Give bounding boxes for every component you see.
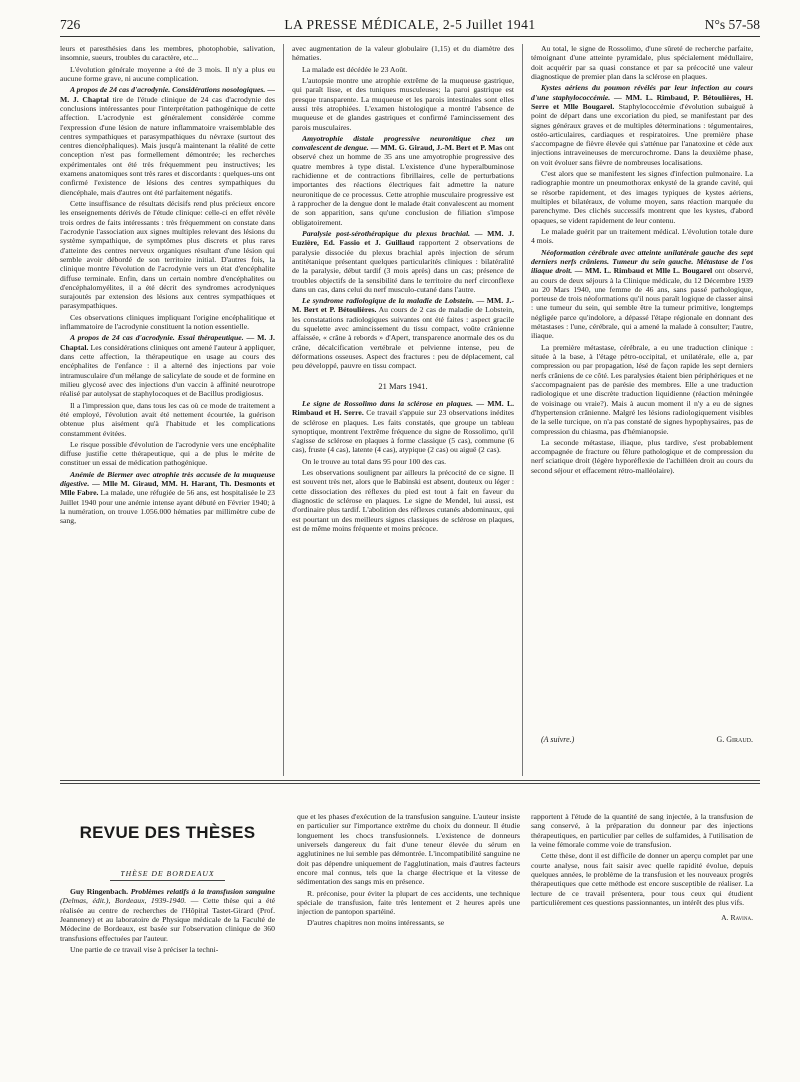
article-title: Le syndrome radiologique de la maladie de Lobstein. [302,296,474,306]
review-entry [60,887,275,943]
article-text: ont observé, au cours de deux séjours à la Clinique médicale, du 12 Décembre 1939 au 20 Mars 1940, une femme de 46 ans, sans passé pathologique, porteuse de trois néoformations qu'il nous paraît logique de classer ainsi : une tumeur du sein, qui semble être la tumeur primitive, longtemps négligée parce qu'indolore, a dépassé l'étape régionale en donnant des métastases : l'une, cérébrale, qui a amené la malade à consulter; l'autre, iliaque. [531,266,753,341]
journal-title: LA PRESSE MÉDICALE, 2-5 Juillet 1941 [284,17,536,32]
article-text: Les considérations cliniques ont amené l'auteur à appliquer, dans cette affection, la thérapeutique en usage au cours des encéphalites de l'enfance : il a alterné des injections par voie intramusculaire d'un mélange de salicylate de soude et de formine en milieu glycosé avec des injections d'un vaccin à affinité neurotrope réalisé par autolysat de staphylocoques et de Bacillus prodigiosus. [60,342,275,399]
column-divider [283,44,284,776]
article-authors: — MM. J. Euzière, Ed. Fassio et J. Guillaud [292,228,514,248]
article-title: Néoformation cérébrale avec atteinte unilatérale gauche des sept derniers nerfs crâniens. Tumeur du sein gauche. Métastase de l'os iliaque droit. [531,247,753,276]
section-title: REVUE DES THÈSES [79,823,256,842]
article [60,470,275,526]
article [292,296,514,371]
article [60,333,275,398]
paragraph: La seconde métastase, iliaque, plus tardive, s'est probablement accompagnée de fracture ou fêlure pathologique et de compression du nerf sciatique droit (légère hyporéflexie de l'achilléen droit au cours du second séjour et effacement rétro-malléolaire). [531,437,753,475]
article-title: Paralysie post-sérothérapique du plexus brachial. [302,228,471,238]
column-1 [60,44,275,780]
to-be-continued: (A suivre.) [541,735,575,744]
article-text: Au cours de 2 cas de maladie de Lobstein, les constatations radiologiques suivantes ont été faites : aspect gracile du squelette avec amincissement du tissu compact, voûte crânienne affaissée, « crâne à rebords » d'Apert, transparence anormale des os du crâne, décalcification vertébrale et pelvienne intense, peu de déformations osseuses. Aspect des fractures : peu de déplacement, cal peu développé, pauvre en tissu compact. [292,305,514,371]
article-authors: — M. J. Chaptal [60,85,275,104]
article-text: ont observé chez un homme de 35 ans une amyotrophie progressive des quatre membres à type distal. L'existence d'une hyperalbuminose rachidienne et de contractions fibrillaires, celle de perturbations importantes des réactions électriques fait admettre la nature neuronitique de ce processus. Cette atrophie musculaire progressive est à rapprocher de la dengue dont le malade était convalescent au moment de son apparition, sans qu'une conclusion de filiation s'impose obligatoirement. [292,143,514,227]
page-number: 726 [60,17,81,32]
paragraph: La première métastase, cérébrale, a eu une traduction clinique : située à la base, à l'étage pétro-occipital, et unilatérale, elle a, par compression ou par propagation, lésé de façon rapide les sept derniers nerfs crâniens de ce côté. Les paralysies étaient bien périphériques et ne s'accompagnaient pas de parésie des membres. Elle a une traduction radiologique et une discrète traduction liquidienne (réaction méningée de voisinage ou vraie?). Mais à aucun moment il n'y a eu de signes d'hypertension crânienne. Malgré les lésions radiologiquement visibles de la selle turcique, on n'a pas constaté de signes hypophysaires, pas de compression du chiasma, pas d'hémianopsie. [531,342,753,436]
article-authors: — MM. G. Giraud, J.-M. Bert et P. Mas [370,143,503,153]
paragraph: C'est alors que se manifestent les signes d'infection pulmonaire. La radiographie montre un pneumothorax enkysté de la grande cavité, qui se résorbe rapidement, et des images typiques de kystes aériens, multiples et bilatéraux, de volume moyen, sans réaction marquée du parenchyme. Des clichés successifs montrent que les kystes, d'abord opaques, se vident rapidement de leur contenu. [531,169,753,225]
review-column-3 [531,812,753,1072]
paragraph: leurs et paresthésies dans les membres, photophobie, salivation, insomnie, sueurs, troubles du caractère, etc... [60,44,275,63]
review-column-1 [60,887,275,1072]
paragraph: Ces observations cliniques impliquant l'origine encéphalitique et inflammatoire de l'acrodynie constituent la notion essentielle. [60,312,275,332]
paragraph: Il a l'impression que, dans tous les cas où ce mode de traitement a été employé, l'évolution avait été nettement écourtée, la guérison obtenue plus aisément qu'à l'habitude et les complications constamment évitées. [60,400,275,438]
article-title: Le signe de Rossolimo dans la sclérose en plaques. [302,398,474,408]
article-title: Anémie de Biermer avec atrophie très accusée de la muqueuse digestive. [60,469,275,489]
article-authors: — M. J. Chaptal. [60,333,275,352]
article [531,248,753,341]
column-divider [522,44,523,776]
article-title: A propos de 24 cas d'acrodynie. Essai thérapeutique. [70,333,244,343]
paragraph: Cette thèse, dont il est difficile de donner un aperçu complet par une courte analyse, nous fait saisir avec quelle rapidité évolue, depuis quelques années, le problème de la transfusion et les nouveaux progrès thérapeutiques que cette méthode est encore susceptible de réaliser. La lecture de ce travail présentera, pour tous ceux qui étudient particulièrement ces questions passionnantes, un intérêt des plus vifs. [531,851,753,907]
paragraph: que et les phases d'exécution de la transfusion sanguine. L'auteur insiste en particulier sur l'importance extrême du choix du donneur. Il étudie longuement les chocs transfusionnels. L'existence de donneurs universels dangereux du fait d'une teneur élevée du sérum en agglutinines ne lui semble pas démontrée. L'incompatibilité sanguine ne doit pas dépendre uniquement de l'agglutination, mais d'autres facteurs encore mal connus, tels que la charge électrique et la vitesse de sédimentation des sangs mis en présence. [297,812,520,887]
signature: G. Giraud. [716,735,753,744]
section-divider [60,780,760,781]
subtitle-rule [110,880,225,881]
article-text: La malade, une réfugiée de 56 ans, est hospitalisée le 23 Juillet 1940 pour une anémie intense ayant débuté en Février 1940; à la numération, on trouve 1.056.000 hématies par millimètre cube de sang, [60,488,275,526]
paragraph: R. préconise, pour éviter la plupart de ces accidents, une technique spéciale de transfusion, faite très lentement et 2 heures après une injection de pantopon spartéiné. [297,888,520,917]
section-subtitle: THÈSE DE BORDEAUX [120,869,215,878]
paragraph: D'autres chapitres non moins intéressants, se [307,918,445,928]
session-date: 21 Mars 1941. [378,380,428,391]
article-text: tire de l'étude clinique de 24 cas d'acrodynie des conclusions intéressantes pour l'interprétation pathogénique de cette affection. L'acrodynie est généralement considérée comme l'expression d'une lésion de nature inflammatoire vraisemblable des centres sympathiques et parasympathiques du névraxe (surtout des centres diencéphaliques). Mais jusqu'à maintenant la réalité de cette conception n'est pas formellement démontrée; les recherches expérimentales ont été très fréquemment peu instructives; les examens anatomiques sont très rares et discordants : quelques-uns ont confirmé l'existence de lésions des centres sympathiques du diencéphale, mais d'autres ont été parfaitement négatifs. [60,94,275,197]
column-2 [292,44,514,780]
article-title: Kystes aériens du poumon révélés par leur infection au cours d'une staphylococcémie. [531,83,753,102]
article [292,134,514,227]
review-signature: A. Ravina. [721,913,753,923]
article-authors: — MM. L. Rimbaud et H. Serre. [292,398,514,418]
paragraph: L'autopsie montre une atrophie extrême de la muqueuse gastrique, qui paraît lisse, et des tuniques musculeuses; la paroi gastrique est presque transparente. La muqueuse et les parois intestinales sont elles aussi très atrophiées. L'examen histologique a montré l'absence de muqueuse et de glandes gastriques et confirmé l'amincissement des parois musculaires. [292,75,514,132]
paragraph: Une partie de ce travail vise à préciser la techni- [70,944,219,954]
article [531,83,753,167]
paragraph: Les observations soulignent par ailleurs la précocité de ce signe. Il est souvent très net, alors que le Babinski est absent, douteux ou léger : cette dissociation des réflexes du pied est tout à fait en faveur du diagnostic de sclérose en plaques. Le signe de Mendel, lui aussi, est d'ordinaire plus tardif. L'abolition des réflexes cutanés abdominaux, qui est pourtant un des meilleurs signes classiques de sclérose en plaques, est de même moins fréquente et moins précoce. [292,468,514,533]
article-authors: — MM. J.-M. Bert et P. Bétoulières. [292,296,514,315]
section-divider [60,783,760,784]
paragraph: rapportent à l'étude de la quantité de sang injectée, à la transfusion de sang conservé, à la préparation du donneur par des injections thérapeutiques, en particulier par celles de sulfamides, à l'utilisation de la veine fémorale comme voie de transfusion. [531,812,753,849]
review-text: — Cette thèse qui a été réalisée au centre de recherches de l'Hôpital Tastet-Girard (Prof. Jeanneney) et au laboratoire de Physique médicale de la Faculté de Médecine de Bordeaux, est basée sur l'observation clinique de 360 transfusions effectuées par l'auteur. [60,896,275,943]
thesis-author: Guy Ringenbach. [70,887,129,896]
paragraph: On le trouve au total dans 95 pour 100 des cas. [302,456,447,466]
article-title: Amyotrophie distale progressive neuronitique chez un convalescent de dengue. [292,133,514,153]
paragraph: La malade est décédée le 23 Août. [302,64,408,74]
column-3 [531,44,753,732]
article [292,399,514,455]
article-text: rapportent 2 observations de paralysie dissociée du plexus brachial après injection de sérum antitétanique présentant quelques particularités cliniques : bilatéralité de la paralysie, début tardif (3 mois après) dans un cas; présence de troubles objectifs de la sensibilité dans le territoire du nerf circonflexe dans un cas, dans celui du nerf musculo-cutané dans l'autre. [292,238,514,294]
paragraph: Le malade guérit par un traitement médical. L'évolution totale dure 4 mois. [531,226,753,246]
paragraph: Au total, le signe de Rossolimo, d'une sûreté de recherche parfaite, témoignant d'une atteinte pyramidale, plus spécialement médullaire, doit acquérir par sa quasi constance et par sa précocité une valeur diagnostique de premier plan dans la sclérose en plaques. [531,44,753,81]
page-header [60,14,760,37]
article [292,229,514,294]
article-authors: — MM. L. Rimbaud, P. Bétoulières, H. Serre et Mlle Bougarel. [531,92,753,111]
thesis-title: Problèmes relatifs à la transfusion sanguine [128,887,275,896]
issue-number: N°s 57-58 [704,17,760,32]
review-column-2 [297,812,520,1072]
article-text: Staphylococcémie d'évolution subaiguë à point de départ dans une excoriation du pied, se manifestant par des signes généraux graves et de multiples déterminations : tégumentaires, ostéo-articulaires, cardiaques et respiratoires. Une première phase s'accompagne de fièvre élevée qui s'atténue par l'anatoxine et cède aux injections intraveineuses de mercurochrome. Dans la deuxième phase, on voit évoluer sans fièvre de nombreuses localisations. [531,101,753,167]
paragraph: avec augmentation de la valeur globulaire (1,15) et du diamètre des hématies. [292,44,514,63]
article-text: Ce travail s'appuie sur 23 observations inédites de sclérose en plaques. Les faits constatés, que groupe un tableau synoptique, montrent l'extrême fréquence du signe de Rossolimo, qu'il s'agisse de sclérose en plaques à forme classique (5 cas), commune (6 cas), fruste (4 cas), latente (4 cas), atypique (2 cas) ou aiguë (2 cas). [292,408,514,455]
paragraph: L'évolution générale moyenne a été de 3 mois. Il n'y a plus eu aucune forme grave, ni aucune complication. [60,64,275,83]
article-authors: — MM. L. Rimbaud et Mlle L. Bougarel [574,266,713,276]
paragraph: Cette insuffisance de résultats décisifs rend plus précieux encore les enseignements dérivés de l'étude clinique: celle-ci en effet révèle trois ordres de faits intéressants : très fréquemment on constate dans l'acrodynie l'association aux signes multiples relevant des lésions du système sympathique, de symptômes plus discrets et plus rares d'atteinte des centres nerveux organiques résultant d'une lésion qui semble avoir débordé de son territoire initial. D'autres fois, la clinique montre l'évolution de l'acrodynie vers un état d'encéphalite diffuse terminale. Enfin, dans un certain nombre d'encéphalites ou d'encéphalomyélites, il a été décrit des syndromes acrodyniques surajoutés par extension des lésions aux centres sympathiques et parasympathiques. [60,199,275,311]
article [60,85,275,197]
article-authors: — Mlle M. Giraud, MM. H. Harant, Th. Desmonts et Mlle Fabre. [60,479,275,498]
thesis-publisher: (Delmas, édit.), Bordeaux, 1939-1940. [60,896,187,906]
paragraph: Le risque possible d'évolution de l'acrodynie vers une encéphalite diffuse justifie cette thérapeutique, qui a de plus le mérite de constituer un essai de médication pathogénique. [60,439,275,468]
article-title: A propos de 24 cas d'acrodynie. Considérations nosologiques. [70,85,266,95]
